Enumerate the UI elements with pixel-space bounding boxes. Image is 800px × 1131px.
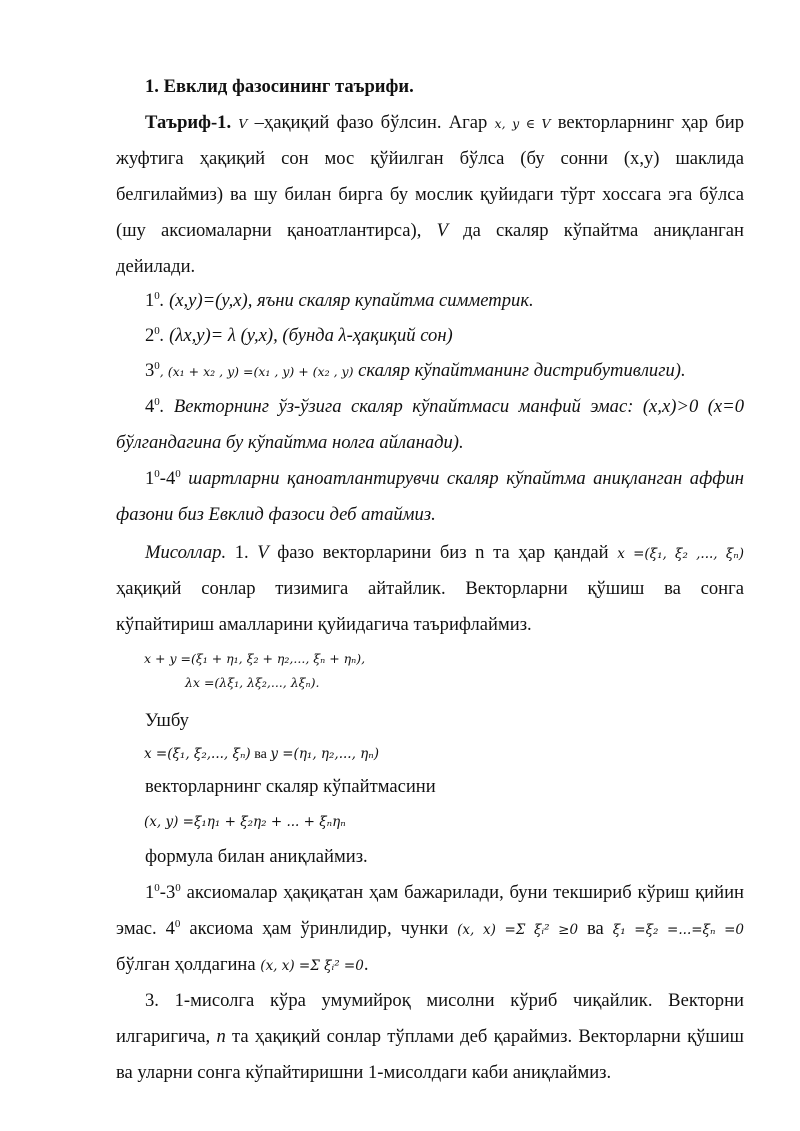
membership-formula: x, y ∈ V	[494, 116, 551, 131]
examples-text: фазо векторларини биз n та ҳар қандай	[268, 542, 609, 563]
formula-line: формула билан аниқлаймиз.	[145, 846, 368, 867]
formula-sum-text: x + y =(ξ₁ + η₁, ξ₂ + η₂,..., ξₙ + ηₙ),	[144, 651, 366, 666]
degree-mark: 0	[154, 468, 160, 480]
axiom-number: -3	[159, 882, 176, 903]
verify-line-3	[116, 952, 744, 979]
degree-mark: 0	[154, 290, 160, 302]
formula-scale	[185, 669, 800, 696]
degree-mark: 0	[154, 396, 160, 408]
definition-line-2: жуфтига ҳақиқий сон мос қўйилган бўлса (бу сонни (x,y) шаклида	[116, 148, 744, 169]
degree-mark: 0	[154, 325, 160, 337]
examples-line-1	[145, 540, 744, 567]
definition-line-3: белгилаймиз) ва шу билан бирга бу мослик қуйидаги тўрт хоссага эга бўлса	[116, 184, 744, 205]
dot-product-line: векторларнинг скаляр кўпайтмасини	[145, 776, 436, 797]
axiom-text: . Векторнинг ўз-ўзига скаляр кўпайтмаси манфий эмас: (x,x)>0 (x=0	[159, 396, 744, 417]
example3-line-2	[116, 1024, 744, 1050]
formula-dot	[144, 808, 772, 835]
summary-line-1	[145, 466, 744, 492]
axiom-number: 1	[145, 290, 155, 311]
axiom-1	[145, 288, 744, 314]
definition-text: (шу аксиомаларни қаноатлантирса),	[116, 220, 437, 241]
degree-mark: 0	[154, 360, 160, 372]
degree-mark: 0	[154, 882, 160, 894]
zero-norm-formula: (x, x) =Σ ξᵢ² =0	[260, 958, 364, 974]
distributivity-formula: , (x₁ + x₂ , y) =(x₁ , y) + (x₂ , y)	[159, 364, 354, 379]
verify-text: аксиома ҳам ўринлидир, чунки	[180, 918, 458, 939]
conjunction: ва	[250, 747, 271, 762]
definition-label: Таъриф-1.	[145, 112, 232, 133]
degree-mark: 0	[175, 468, 181, 480]
definition-text: –ҳақиқий фазо бўлсин. Агар	[247, 112, 495, 133]
axiom-2	[145, 323, 744, 349]
dimension-symbol: n	[216, 1026, 226, 1047]
nonnegativity-formula: (x, x) =Σ ξᵢ² ≥0	[457, 922, 579, 938]
ushbu-line: Ушбу	[145, 710, 189, 731]
example3-line-1: 3. 1-мисолга кўра умумийроқ мисолни кўриб чиқайлик. Векторни	[145, 990, 744, 1011]
summary-line-2: фазони биз Евклид фазоси деб атаймиз.	[116, 504, 436, 525]
space-symbol: V	[257, 542, 269, 563]
axiom-number: -4	[159, 468, 176, 489]
axiom-4-line-2: бўлгандагина бу кўпайтма нолга айланади).	[116, 432, 464, 453]
example3-line-3: ва уларни сонга кўпайтиришни 1-мисолдаги каби аниқлаймиз.	[116, 1062, 612, 1083]
degree-mark: 0	[174, 918, 181, 930]
verify-line-1	[145, 880, 744, 906]
examples-label: Мисоллар.	[145, 542, 227, 563]
example3-text: илгаригича,	[116, 1026, 217, 1047]
axiom-number: 4	[145, 396, 155, 417]
verify-text: аксиомалар ҳақиқатан ҳам бажарилади, буни текшириб кўриш қийин	[180, 882, 744, 903]
examples-line-3: кўпайтириш амалларини қуйидагича таърифлаймиз.	[116, 614, 532, 635]
axiom-number: 3	[145, 360, 155, 381]
formula-dot-text: (x, y) =ξ₁η₁ + ξ₂η₂ + ... + ξₙηₙ	[144, 814, 346, 830]
axiom-text: скаляр кўпайтманинг дистрибутивлиги).	[353, 360, 686, 381]
degree-mark: 0	[175, 882, 181, 894]
verify-text: ва	[578, 918, 613, 939]
examples-line-2: ҳақиқий сонлар тизимига айтайлик. Векторларни қўшиш ва сонга	[116, 578, 744, 599]
summary-text: шартларни қаноатлантирувчи скаляр кўпайтма аниқланган аффин	[180, 468, 744, 489]
section-heading: 1. Евклид фазосининг таърифи.	[145, 76, 414, 97]
example3-text: та ҳақиқий сонлар тўплами деб қараймиз. Векторларни қўшиш	[225, 1026, 744, 1047]
vectors-line	[144, 740, 772, 768]
verify-text: эмас. 4	[116, 918, 175, 939]
vector-formula: x =(ξ₁, ξ₂ ,..., ξₙ)	[617, 546, 744, 562]
examples-text: 1.	[226, 542, 258, 563]
axiom-number: 1	[145, 468, 155, 489]
verify-text: .	[363, 954, 369, 975]
verify-line-2	[116, 916, 744, 943]
vector-x-formula: x =(ξ₁, ξ₂,..., ξₙ)	[144, 746, 251, 762]
axiom-text: . (λx,y)= λ (y,x), (бунда λ-ҳақиқий сон)	[159, 325, 453, 346]
definition-text: да скаляр кўпайтма аниқланган	[447, 220, 744, 241]
formula-scale-text: λx =(λξ₁, λξ₂,..., λξₙ).	[185, 675, 320, 690]
definition-line-1	[145, 110, 744, 137]
formula-sum	[144, 645, 772, 672]
axiom-number: 1	[145, 882, 155, 903]
definition-text: векторларнинг ҳар бир	[550, 112, 744, 133]
axiom-4-line-1	[145, 394, 744, 420]
verify-text: бўлган ҳолдагина	[116, 954, 261, 975]
space-symbol: V	[436, 220, 448, 241]
definition-line-5: дейилади.	[116, 256, 196, 277]
axiom-number: 2	[145, 325, 155, 346]
space-symbol: V	[238, 116, 248, 131]
vector-y-formula: y =(η₁, η₂,..., ηₙ)	[270, 746, 379, 762]
axiom-3	[145, 358, 744, 385]
zero-vector-formula: ξ₁ =ξ₂ =...=ξₙ =0	[612, 922, 744, 938]
definition-line-4	[116, 218, 744, 244]
axiom-text: . (x,y)=(y,x), яъни скаляр купайтма симметрик.	[159, 290, 534, 311]
